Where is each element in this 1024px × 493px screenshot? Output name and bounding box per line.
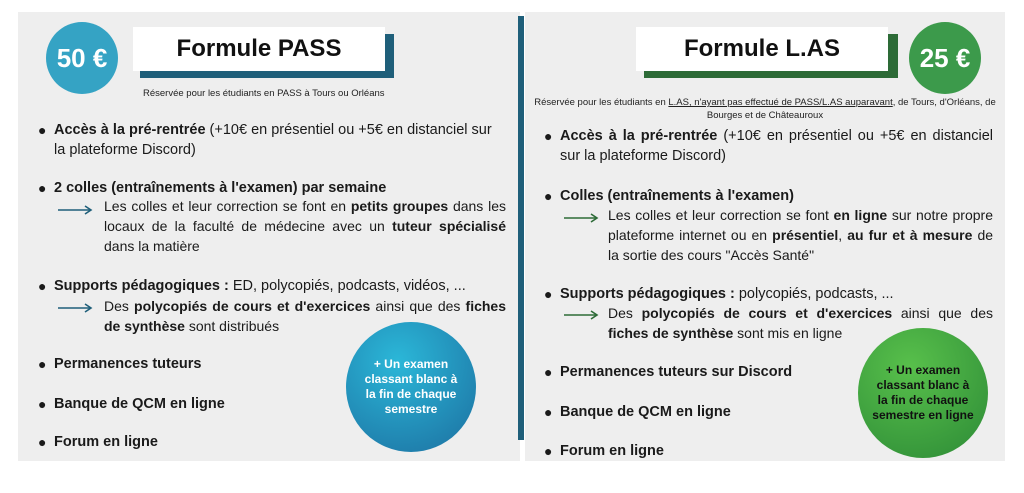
bullet-icon: ●: [544, 188, 553, 204]
bullet-icon: ●: [544, 364, 553, 380]
list-item: ● Permanences tuteurs: [38, 356, 202, 372]
bullet-icon: ●: [38, 396, 47, 412]
arrow-icon: [564, 212, 600, 224]
bullet-icon: ●: [38, 180, 47, 196]
bullet-icon: ●: [544, 286, 553, 302]
list-item: ● Accès à la pré-rentrée (+10€ en présentiel ou +5€ en distanciel sur la plateforme Discord): [38, 122, 492, 158]
subtitle-pass: Réservée pour les étudiants en PASS à Tours ou Orléans: [143, 88, 385, 99]
colles-description: Les colles et leur correction se font en petits groupes dans les locaux de la faculté de médecine avec un tuteur spécialisé dans la matière: [104, 198, 506, 254]
bullet-icon: ●: [544, 443, 553, 459]
list-item: ● Accès à la pré-rentrée (+10€ en présentiel ou +5€ en distanciel sur la plateforme Discord): [544, 128, 993, 164]
list-item: ● Forum en ligne: [38, 434, 158, 450]
bullet-icon: ●: [38, 434, 47, 450]
arrow-icon: [58, 204, 94, 216]
bullet-icon: ●: [544, 128, 553, 144]
panel-divider: [518, 16, 524, 440]
list-item: ● Banque de QCM en ligne: [38, 396, 225, 412]
list-item: ● Banque de QCM en ligne: [544, 404, 731, 420]
bullet-icon: ●: [38, 122, 47, 138]
title-las: Formule L.AS: [636, 27, 888, 71]
list-item: ● Colles (entraînements à l'examen): [544, 188, 794, 204]
colles-description: Les colles et leur correction se font en ligne sur notre propre plateforme internet ou en présentiel, au fur et à mesure de la sortie des cours "Accès Santé": [608, 207, 994, 263]
list-item: ● Permanences tuteurs sur Discord: [544, 364, 793, 380]
list-item: ● Supports pédagogiques : polycopiés, podcasts, ...: [544, 286, 894, 302]
list-item: ● 2 colles (entraînements à l'examen) par semaine: [38, 180, 387, 196]
price-badge-las: 25 €: [909, 22, 981, 94]
bonus-exam-badge: + Un examen classant blanc à la fin de chaque semestre en ligne: [858, 328, 988, 458]
price-badge-pass: 50 €: [46, 22, 118, 94]
bonus-exam-badge: + Un examen classant blanc à la fin de chaque semestre: [346, 322, 476, 452]
bullet-icon: ●: [38, 278, 47, 294]
arrow-icon: [564, 309, 600, 321]
list-item: ● Supports pédagogiques : ED, polycopiés, podcasts, vidéos, ...: [38, 278, 466, 294]
supports-description: Des polycopiés de cours et d'exercices ainsi que des fiches de synthèse sont mis en ligne: [608, 305, 993, 341]
arrow-icon: [58, 302, 94, 314]
bullet-icon: ●: [38, 356, 47, 372]
title-pass: Formule PASS: [133, 27, 385, 71]
supports-description: Des polycopiés de cours et d'exercices ainsi que des fiches de synthèse sont distribués: [104, 298, 506, 334]
bullet-icon: ●: [544, 404, 553, 420]
list-item: ● Forum en ligne: [544, 443, 664, 459]
subtitle-las: Réservée pour les étudiants en L.AS, n'ayant pas effectué de PASS/L.AS auparavant, de Tours, d'Orléans, de Bourges et de Châteauroux: [534, 97, 996, 121]
